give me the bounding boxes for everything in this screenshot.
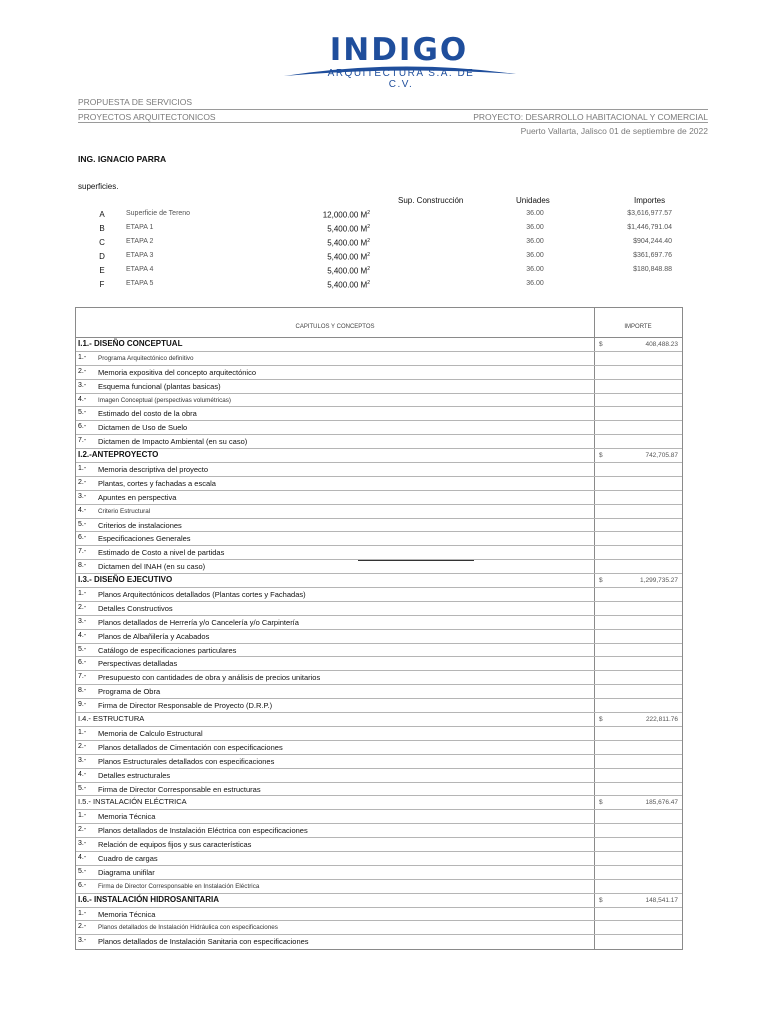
concept-text: Estimado del costo de la obra (98, 409, 197, 419)
currency-symbol: $ (599, 452, 603, 460)
concept-amount-cell (594, 546, 682, 559)
concept-text: Planos detallados de Instalación Eléctrica con especificaciones (98, 826, 308, 836)
concept-row (76, 505, 682, 519)
concept-amount-cell (594, 783, 682, 796)
company-logo (280, 30, 520, 90)
concept-row (76, 644, 682, 658)
concept-number: 5.- (78, 520, 87, 528)
concept-amount-cell (594, 435, 682, 448)
section-amount: 222,811.76 (645, 716, 678, 724)
currency-symbol: $ (599, 799, 603, 807)
summary-units: 36.00 (526, 280, 544, 287)
concept-amount-cell (594, 699, 682, 712)
concept-text: Firma de Director Responsable de Proyecto (D.R.P.) (98, 701, 273, 711)
summary-area-unit-exp: 2 (367, 238, 370, 244)
section-title: I.5.- INSTALACIÓN ELÉCTRICA (78, 797, 187, 807)
concept-row (76, 380, 682, 394)
concept-text: Imagen Conceptual (perspectivas volumétricas) (98, 396, 231, 404)
header-concepts: CAPITULOS Y CONCEPTOS (295, 324, 375, 330)
summary-area-value: 12,000.00 M (322, 210, 368, 220)
concept-number: 4.- (78, 770, 87, 778)
summary-area-unit-exp: 2 (367, 280, 370, 286)
concept-row (76, 921, 682, 935)
logo-subtitle: ARQUITECTURA S.A. DE C.V. (327, 68, 475, 90)
summary-amount: $3,616,977.57 (627, 210, 672, 217)
concept-amount-cell (594, 644, 682, 657)
summary-area (300, 224, 370, 234)
concept-text: Memoria descriptiva del proyecto (98, 465, 209, 475)
concept-number: 1.- (78, 353, 87, 361)
concept-row (76, 671, 682, 685)
concept-row (76, 699, 682, 713)
concept-number: 1.- (78, 465, 87, 473)
table-body (76, 338, 682, 949)
concept-amount-cell (594, 380, 682, 393)
header-project-name: PROYECTO: DESARROLLO HABITACIONAL Y COMERCIAL (473, 112, 708, 122)
concept-text: Criterio Estructural (98, 507, 151, 515)
concept-row (76, 463, 682, 477)
section-amount: 408,488.23 (645, 341, 678, 348)
summary-area-unit-exp: 2 (367, 224, 370, 230)
summary-row (0, 266, 768, 280)
concept-amount-cell (594, 352, 682, 365)
summary-area-unit-exp: 2 (367, 266, 370, 272)
summary-units: 36.00 (526, 238, 544, 245)
summary-letter: B (99, 224, 105, 233)
concept-number: 2.- (78, 478, 87, 486)
concept-row (76, 616, 682, 630)
concept-row (76, 560, 682, 574)
concept-row (76, 352, 682, 366)
concept-amount-cell (594, 407, 682, 420)
concept-number: 5.- (78, 645, 87, 653)
summary-units: 36.00 (526, 266, 544, 273)
concept-number: 7.- (78, 437, 87, 445)
summary-letter: F (99, 280, 105, 289)
concept-row (76, 546, 682, 560)
summary-units: 36.00 (526, 224, 544, 231)
concept-amount-cell (594, 657, 682, 670)
concept-amount-cell (594, 727, 682, 740)
summary-name: ETAPA 2 (126, 238, 154, 245)
concepts-table (75, 307, 683, 950)
summary-row (0, 238, 768, 252)
concept-text: Firma de Director Corresponsable en Instalación Eléctrica (98, 882, 260, 890)
header-amount: IMPORTE (624, 324, 652, 330)
client-name: ING. IGNACIO PARRA (78, 154, 167, 164)
concept-amount-cell (594, 463, 682, 476)
concept-text: Planos Arquitectónicos detallados (Plantas cortes y Fachadas) (98, 590, 306, 600)
concept-number: 5.- (78, 409, 87, 417)
concept-row (76, 908, 682, 922)
summary-area-value: 5,400.00 M (327, 224, 368, 234)
concept-text: Memoria de Calculo Estructural (98, 728, 203, 738)
concept-text: Criterios de instalaciones (98, 520, 182, 530)
section-amount-cell (594, 894, 682, 907)
concept-row (76, 366, 682, 380)
concept-amount-cell (594, 366, 682, 379)
currency-symbol: $ (599, 341, 603, 348)
concept-row (76, 421, 682, 435)
summary-area (300, 266, 370, 276)
header-divider-2 (78, 122, 708, 123)
concept-row (76, 880, 682, 894)
header-proposal: PROPUESTA DE SERVICIOS (78, 97, 192, 107)
concept-text: Planos de Albañilería y Acabados (98, 631, 210, 641)
concept-number: 2.- (78, 742, 87, 750)
concept-text: Apuntes en perspectiva (98, 492, 177, 502)
concept-amount-cell (594, 866, 682, 879)
concept-text: Diagrama unifilar (98, 867, 155, 877)
header-divider (78, 109, 708, 110)
summary-name: ETAPA 3 (126, 252, 154, 259)
concept-row (76, 407, 682, 421)
concept-amount-cell (594, 838, 682, 851)
summary-area-value: 5,400.00 M (327, 280, 368, 290)
concept-row (76, 866, 682, 880)
concept-text: Catálogo de especificaciones particulares (98, 645, 237, 655)
concept-text: Estimado de Costo a nivel de partidas (98, 548, 225, 558)
concept-amount-cell (594, 394, 682, 407)
concept-row (76, 769, 682, 783)
summary-row (0, 224, 768, 238)
concept-amount-cell (594, 671, 682, 684)
section-row (76, 449, 682, 463)
concept-row (76, 657, 682, 671)
concept-amount-cell (594, 616, 682, 629)
concept-number: 2.- (78, 826, 87, 834)
concept-number: 3.- (78, 492, 87, 500)
concept-amount-cell (594, 741, 682, 754)
concept-text: Planos detallados de Cimentación con especificaciones (98, 742, 283, 752)
section-amount: 742,705.87 (645, 452, 678, 460)
section-row (76, 574, 682, 588)
concept-amount-cell (594, 588, 682, 601)
concept-text: Planos detallados de Instalación Hidráulica con especificaciones (98, 924, 278, 932)
concept-number: 1.- (78, 909, 87, 917)
concept-text: Detalles estructurales (98, 770, 171, 780)
signature-underline (358, 560, 474, 561)
concept-text: Memoria expositiva del concepto arquitectónico (98, 367, 257, 377)
concept-amount-cell (594, 560, 682, 573)
concept-row (76, 685, 682, 699)
concept-number: 2.- (78, 603, 87, 611)
summary-area-unit-exp: 2 (367, 210, 370, 216)
concept-text: Plantas, cortes y fachadas a escala (98, 478, 216, 488)
summary-header-area: Sup. Construcción (398, 196, 464, 205)
currency-symbol: $ (599, 716, 603, 724)
concept-amount-cell (594, 908, 682, 921)
concept-text: Dictamen de Uso de Suelo (98, 423, 188, 433)
concept-number: 3.- (78, 756, 87, 764)
concept-number: 5.- (78, 784, 87, 792)
concept-number: 3.- (78, 937, 87, 945)
concept-number: 3.- (78, 381, 87, 389)
concept-text: Programa de Obra (98, 687, 161, 697)
section-row (76, 796, 682, 810)
concept-number: 4.- (78, 506, 87, 514)
concept-number: 8.- (78, 562, 87, 570)
concept-text: Memoria Técnica (98, 812, 156, 822)
summary-letter: E (99, 266, 105, 275)
section-row (76, 713, 682, 727)
section-row (76, 894, 682, 908)
summary-amount: $361,697.76 (633, 252, 672, 259)
concept-row (76, 477, 682, 491)
summary-area-unit-exp: 2 (367, 252, 370, 258)
concept-text: Planos detallados de Instalación Sanitaria con especificaciones (98, 937, 309, 947)
summary-units: 36.00 (526, 252, 544, 259)
concept-row (76, 783, 682, 797)
currency-symbol: $ (599, 896, 603, 904)
concept-number: 8.- (78, 687, 87, 695)
concept-row (76, 727, 682, 741)
summary-row (0, 280, 768, 294)
concept-amount-cell (594, 505, 682, 518)
concept-row (76, 838, 682, 852)
summary-area (300, 238, 370, 248)
section-title: I.2.-ANTEPROYECTO (78, 450, 159, 460)
concept-number: 4.- (78, 853, 87, 861)
concept-number: 7.- (78, 673, 87, 681)
concept-text: Cuadro de cargas (98, 853, 158, 863)
concept-number: 9.- (78, 701, 87, 709)
section-amount-cell (594, 338, 682, 351)
concept-amount-cell (594, 685, 682, 698)
summary-name: ETAPA 5 (126, 280, 154, 287)
concept-amount-cell (594, 519, 682, 532)
header-separator (594, 308, 595, 337)
concept-text: Especificaciones Generales (98, 534, 191, 544)
summary-name: ETAPA 1 (126, 224, 154, 231)
concept-amount-cell (594, 532, 682, 545)
concept-number: 6.- (78, 881, 87, 889)
concept-number: 6.- (78, 534, 87, 542)
section-amount: 185,676.47 (645, 799, 678, 807)
concept-amount-cell (594, 491, 682, 504)
concept-amount-cell (594, 880, 682, 893)
concept-text: Perspectivas detalladas (98, 659, 178, 669)
concept-text: Programa Arquitectónico definitivo (98, 354, 194, 362)
concept-amount-cell (594, 630, 682, 643)
surfaces-label: superficies. (78, 182, 119, 191)
concept-number: 2.- (78, 367, 87, 375)
summary-header-amount: Importes (634, 196, 666, 205)
concept-amount-cell (594, 602, 682, 615)
summary-area-value: 5,400.00 M (327, 266, 368, 276)
section-title: I.1.- DISEÑO CONCEPTUAL (78, 339, 183, 348)
currency-symbol: $ (599, 577, 603, 585)
summary-amount: $180,848.88 (633, 266, 672, 273)
concept-row (76, 824, 682, 838)
concept-text: Detalles Constructivos (98, 603, 173, 613)
concept-text: Presupuesto con cantidades de obra y análisis de precios unitarios (98, 673, 321, 683)
concept-amount-cell (594, 769, 682, 782)
concept-amount-cell (594, 852, 682, 865)
section-title: I.4.- ESTRUCTURA (78, 714, 145, 724)
concept-number: 2.- (78, 923, 87, 931)
concept-number: 1.- (78, 812, 87, 820)
concept-text: Dictamen de Impacto Ambiental (en su caso) (98, 437, 248, 447)
header-projects: PROYECTOS ARQUITECTONICOS (78, 112, 216, 122)
concept-row (76, 394, 682, 408)
concept-amount-cell (594, 755, 682, 768)
header-place-date: Puerto Vallarta, Jalisco 01 de septiembre de 2022 (520, 126, 708, 136)
concept-row (76, 852, 682, 866)
section-amount-cell (594, 713, 682, 726)
concept-amount-cell (594, 824, 682, 837)
section-row (76, 338, 682, 352)
concept-text: Planos Estructurales detallados con especificaciones (98, 756, 275, 766)
concept-number: 1.- (78, 590, 87, 598)
section-amount-cell (594, 796, 682, 809)
summary-amount: $1,446,791.04 (627, 224, 672, 231)
concept-number: 3.- (78, 840, 87, 848)
concept-row (76, 435, 682, 449)
concept-number: 6.- (78, 423, 87, 431)
concept-number: 4.- (78, 631, 87, 639)
concept-text: Firma de Director Corresponsable en estructuras (98, 784, 261, 794)
concept-number: 7.- (78, 548, 87, 556)
summary-row (0, 210, 768, 224)
summary-letter: D (99, 252, 105, 261)
logo-wordmark: INDIGO (329, 32, 469, 68)
table-header (76, 308, 682, 338)
concept-row (76, 519, 682, 533)
concept-amount-cell (594, 810, 682, 823)
section-amount-cell (594, 574, 682, 587)
concept-row (76, 588, 682, 602)
concept-row (76, 935, 682, 949)
summary-units: 36.00 (526, 210, 544, 217)
section-title: I.6.- INSTALACIÓN HIDROSANITARIA (78, 894, 220, 904)
section-amount: 1,299,735.27 (640, 577, 678, 585)
concept-number: 4.- (78, 395, 87, 403)
section-title: I.3.- DISEÑO EJECUTIVO (78, 575, 173, 585)
section-amount: 148,541.17 (645, 896, 678, 904)
summary-area (300, 210, 370, 220)
summary-header-units: Unidades (516, 196, 550, 205)
summary-letter: A (99, 210, 105, 219)
concept-text: Memoria Técnica (98, 909, 156, 919)
summary-letter: C (99, 238, 105, 247)
summary-name: ETAPA 4 (126, 266, 154, 273)
concept-row (76, 491, 682, 505)
summary-area-value: 5,400.00 M (327, 238, 368, 248)
concept-text: Relación de equipos fijos y sus características (98, 840, 252, 850)
summary-area (300, 252, 370, 262)
concept-amount-cell (594, 421, 682, 434)
summary-area-value: 5,400.00 M (327, 252, 368, 262)
concept-row (76, 741, 682, 755)
summary-area (300, 280, 370, 290)
summary-name: Superficie de Tereno (126, 210, 191, 217)
concept-number: 1.- (78, 728, 87, 736)
concept-number: 6.- (78, 659, 87, 667)
concept-amount-cell (594, 477, 682, 490)
concept-row (76, 602, 682, 616)
concept-text: Planos detallados de Herrería y/o Cancelería y/o Carpintería (98, 617, 299, 627)
concept-row (76, 532, 682, 546)
section-amount-cell (594, 449, 682, 462)
concept-amount-cell (594, 921, 682, 934)
concept-number: 5.- (78, 867, 87, 875)
concept-row (76, 755, 682, 769)
summary-row (0, 252, 768, 266)
concept-text: Dictamen del INAH (en su caso) (98, 562, 206, 572)
summary-amount: $904,244.40 (633, 238, 672, 245)
concept-text: Esquema funcional (plantas basicas) (98, 381, 221, 391)
concept-amount-cell (594, 935, 682, 949)
concept-row (76, 630, 682, 644)
concept-row (76, 810, 682, 824)
concept-number: 3.- (78, 617, 87, 625)
